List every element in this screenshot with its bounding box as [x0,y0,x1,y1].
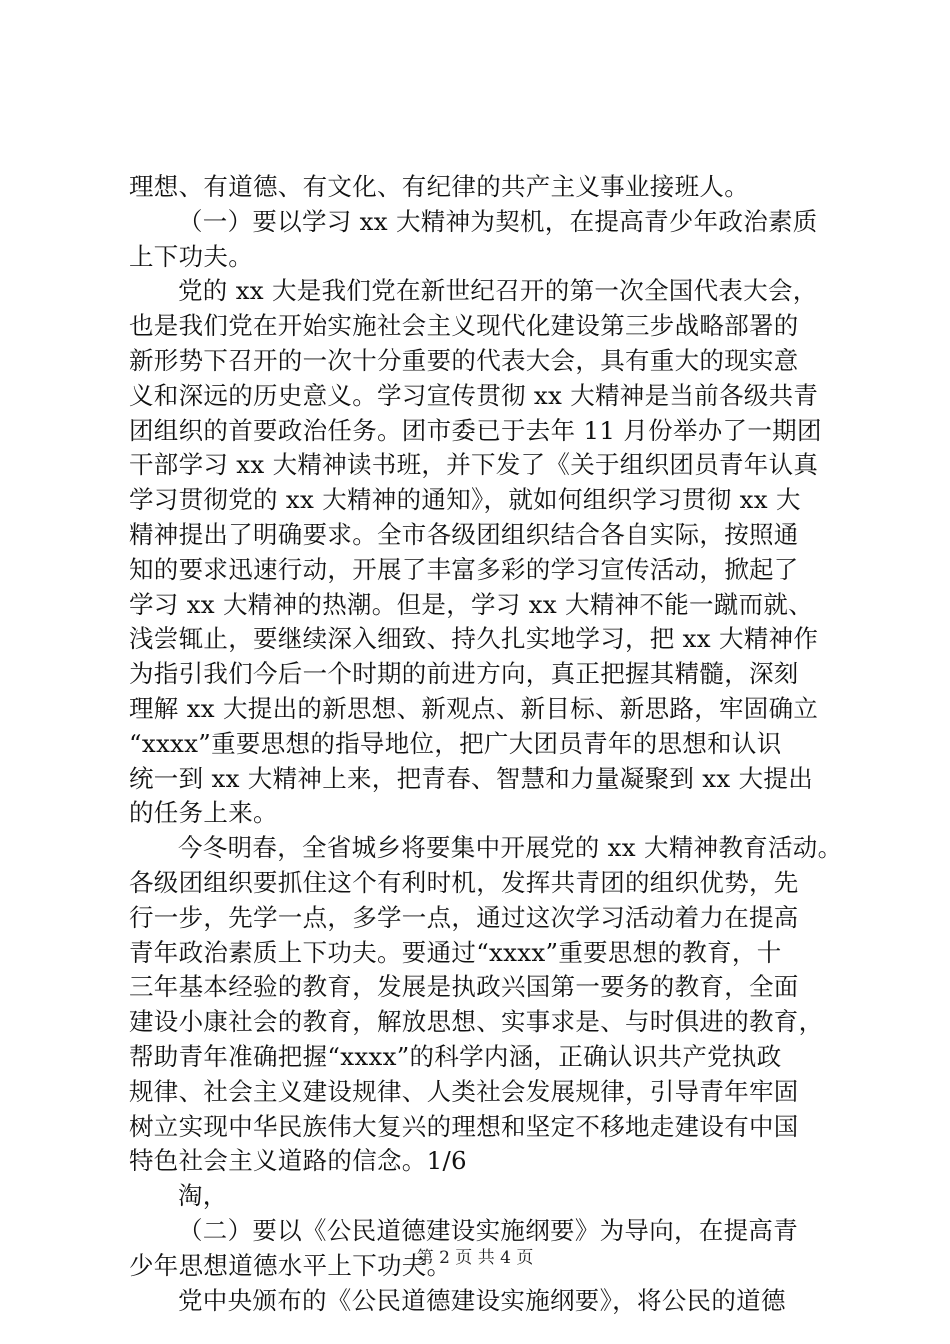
page-footer: 第 2 页 共 4 页 [416,1248,534,1268]
text-line: 帮助青年准确把握“xxxx”的科学内涵，正确认识共产党执政 [129,1041,782,1071]
text-line: 树立实现中华民族伟大复兴的理想和坚定不移地走建设有中国 [129,1111,799,1141]
text-line: 各级团组织要抓住这个有利时机，发挥共青团的组织优势，先 [129,867,799,897]
text-line: 义和深远的历史意义。学习宣传贯彻 xx 大精神是当前各级共青 [129,380,819,410]
text-line: 理想、有道德、有文化、有纪律的共产主义事业接班人。 [129,172,749,201]
text-line: 今冬明春，全省城乡将要集中开展党的 xx 大精神教育活动。 [178,833,843,863]
text-line: 知的要求迅速行动，开展了丰富多彩的学习宣传活动，掀起了 [129,554,799,584]
text-line: 团组织的首要政治任务。团市委已于去年 11 月份举办了一期团 [129,415,822,445]
text-line: 行一步，先学一点，多学一点，通过这次学习活动着力在提高 [129,902,799,932]
text-line: 青年政治素质上下功夫。要通过“xxxx”重要思想的教育，十 [129,937,782,967]
text-line: 建设小康社会的教育，解放思想、实事求是、与时俱进的教育， [129,1007,824,1037]
text-line: 上下功夫。 [129,241,253,271]
text-line: 党的 xx 大是我们党在新世纪召开的第一次全国代表大会， [178,276,818,306]
text-line: 的任务上来。 [129,798,278,828]
text-line: 也是我们党在开始实施社会主义现代化建设第三步战略部署的 [129,311,799,341]
text-line: 学习 xx 大精神的热潮。但是，学习 xx 大精神不能一蹴而就、 [129,589,814,619]
text-line: 淘， [178,1181,228,1211]
text-line: 干部学习 xx 大精神读书班，并下发了《关于组织团员青年认真 [129,450,819,480]
text-line: 新形势下召开的一次十分重要的代表大会，具有重大的现实意 [129,345,799,375]
text-line: “xxxx”重要思想的指导地位，把广大团员青年的思想和认识 [129,728,782,758]
text-line: 浅尝辄止，要继续深入细致、持久扎实地学习，把 xx 大精神作 [129,624,819,654]
text-line: 精神提出了明确要求。全市各级团组织结合各自实际，按照通 [129,519,799,549]
text-line: 学习贯彻党的 xx 大精神的通知》，就如何组织学习贯彻 xx 大 [129,485,801,515]
text-line: （一）要以学习 xx 大精神为契机，在提高青少年政治素质 [178,206,818,236]
text-line: 少年思想道德水平上下功夫。 [129,1250,452,1280]
text-line: 理解 xx 大提出的新思想、新观点、新目标、新思路，牢固确立 [129,693,819,723]
text-line: 统一到 xx 大精神上来，把青春、智慧和力量凝聚到 xx 大提出 [129,763,814,793]
text-line: （二）要以《公民道德建设实施纲要》为导向，在提高青 [178,1215,798,1245]
text-line: 为指引我们今后一个时期的前进方向，真正把握其精髓，深刻 [129,659,799,689]
text-line: 规律、社会主义建设规律、人类社会发展规律，引导青年牢固 [129,1076,799,1106]
text-line: 三年基本经验的教育，发展是执政兴国第一要务的教育，全面 [129,972,799,1002]
body-text [129,170,843,1318]
text-line: 特色社会主义道路的信念。1/6 [129,1146,467,1176]
text-line: 党中央颁布的《公民道德建设实施纲要》，将公民的道德 [178,1285,786,1315]
